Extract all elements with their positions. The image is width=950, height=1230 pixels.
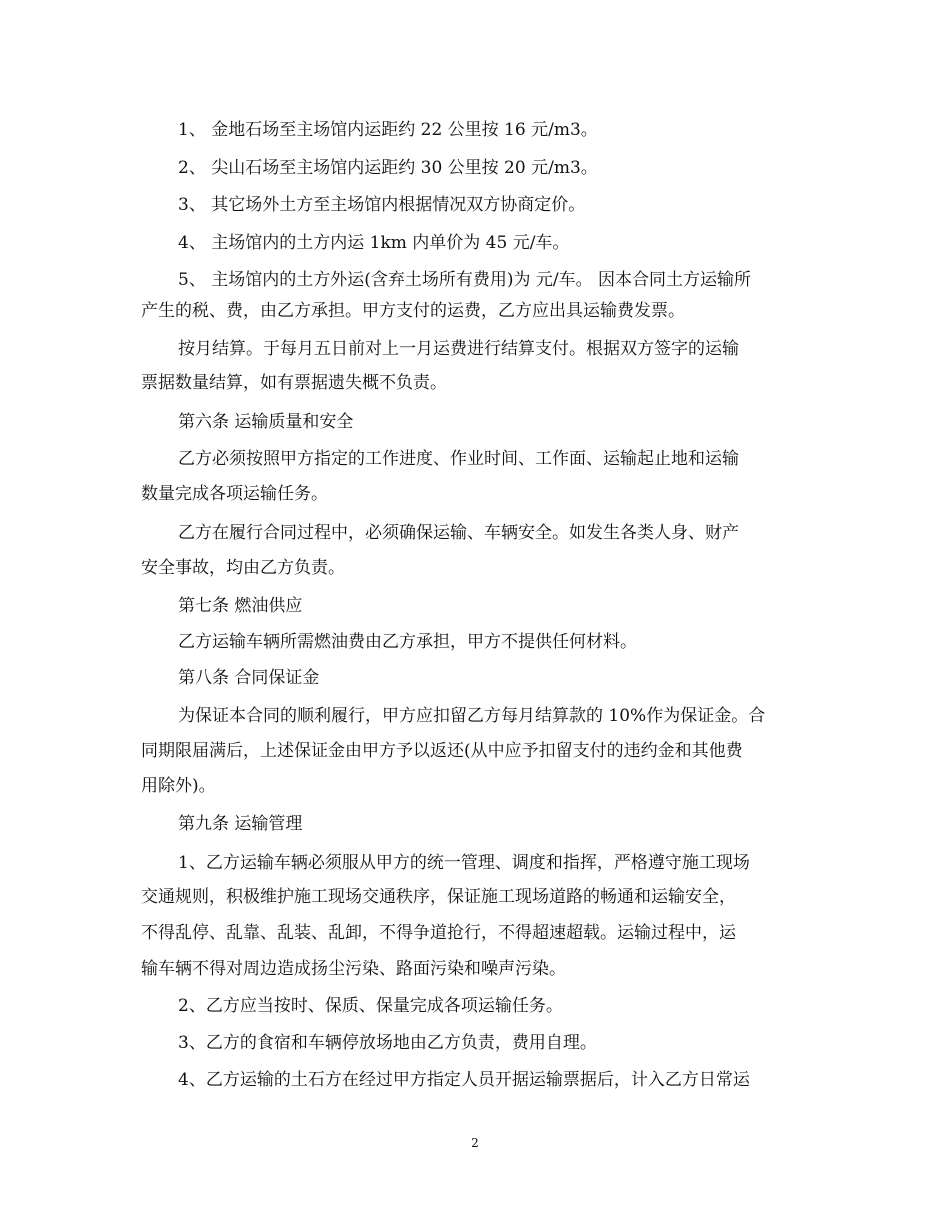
page-number: 2	[471, 1136, 479, 1150]
text-line: 乙方运输车辆所需燃油费由乙方承担，甲方不提供任何材料。	[178, 632, 637, 652]
text-line: 5、 主场馆内的土方外运(含弃土场所有费用)为 元/车。 因本合同土方运输所	[178, 270, 752, 290]
text-line: 4、乙方运输的土石方在经过甲方指定人员开据运输票据后，计入乙方日常运	[178, 1070, 750, 1090]
text-line: 交通规则，积极维护施工现场交通秩序，保证施工现场道路的畅通和运输安全，	[141, 887, 736, 907]
text-line: 按月结算。于每月五日前对上一月运费进行结算支付。根据双方签字的运输	[178, 339, 739, 359]
text-line: 3、乙方的食宿和车辆停放场地由乙方负责，费用自理。	[178, 1033, 597, 1053]
text-line: 1、 金地石场至主场馆内运距约 22 公里按 16 元/m3。	[178, 120, 598, 140]
text-line: 为保证本合同的顺利履行，甲方应扣留乙方每月结算款的 10%作为保证金。合	[178, 706, 766, 726]
text-line: 2、乙方应当按时、保质、保量完成各项运输任务。	[178, 996, 563, 1016]
text-line: 3、 其它场外土方至主场馆内根据情况双方协商定价。	[178, 195, 586, 215]
text-line: 4、 主场馆内的土方内运 1km 内单价为 45 元/车。	[178, 233, 570, 253]
text-line: 数量完成各项运输任务。	[141, 484, 328, 504]
section-heading: 第八条 合同保证金	[178, 668, 320, 688]
section-heading: 第六条 运输质量和安全	[178, 412, 354, 432]
text-line: 2、 尖山石场至主场馆内运距约 30 公里按 20 元/m3。	[178, 158, 598, 178]
text-line: 1、乙方运输车辆必须服从甲方的统一管理、调度和指挥，严格遵守施工现场	[178, 853, 750, 873]
text-line: 同期限届满后，上述保证金由甲方予以返还(从中应予扣留支付的违约金和其他费	[141, 741, 743, 761]
text-line: 安全事故，均由乙方负责。	[141, 558, 345, 578]
text-line: 不得乱停、乱靠、乱装、乱卸，不得争道抢行，不得超速超载。运输过程中，运	[141, 923, 736, 943]
section-heading: 第七条 燃油供应	[178, 596, 303, 616]
text-line: 产生的税、费，由乙方承担。甲方支付的运费，乙方应出具运输费发票。	[141, 301, 685, 321]
text-line: 输车辆不得对周边造成扬尘污染、路面污染和噪声污染。	[141, 959, 566, 979]
section-heading: 第九条 运输管理	[178, 814, 303, 834]
text-line: 乙方必须按照甲方指定的工作进度、作业时间、工作面、运输起止地和运输	[178, 449, 739, 469]
text-line: 票据数量结算，如有票据遗失概不负责。	[141, 373, 447, 393]
text-line: 用除外)。	[141, 776, 216, 796]
text-line: 乙方在履行合同过程中，必须确保运输、车辆安全。如发生各类人身、财产	[178, 523, 739, 543]
